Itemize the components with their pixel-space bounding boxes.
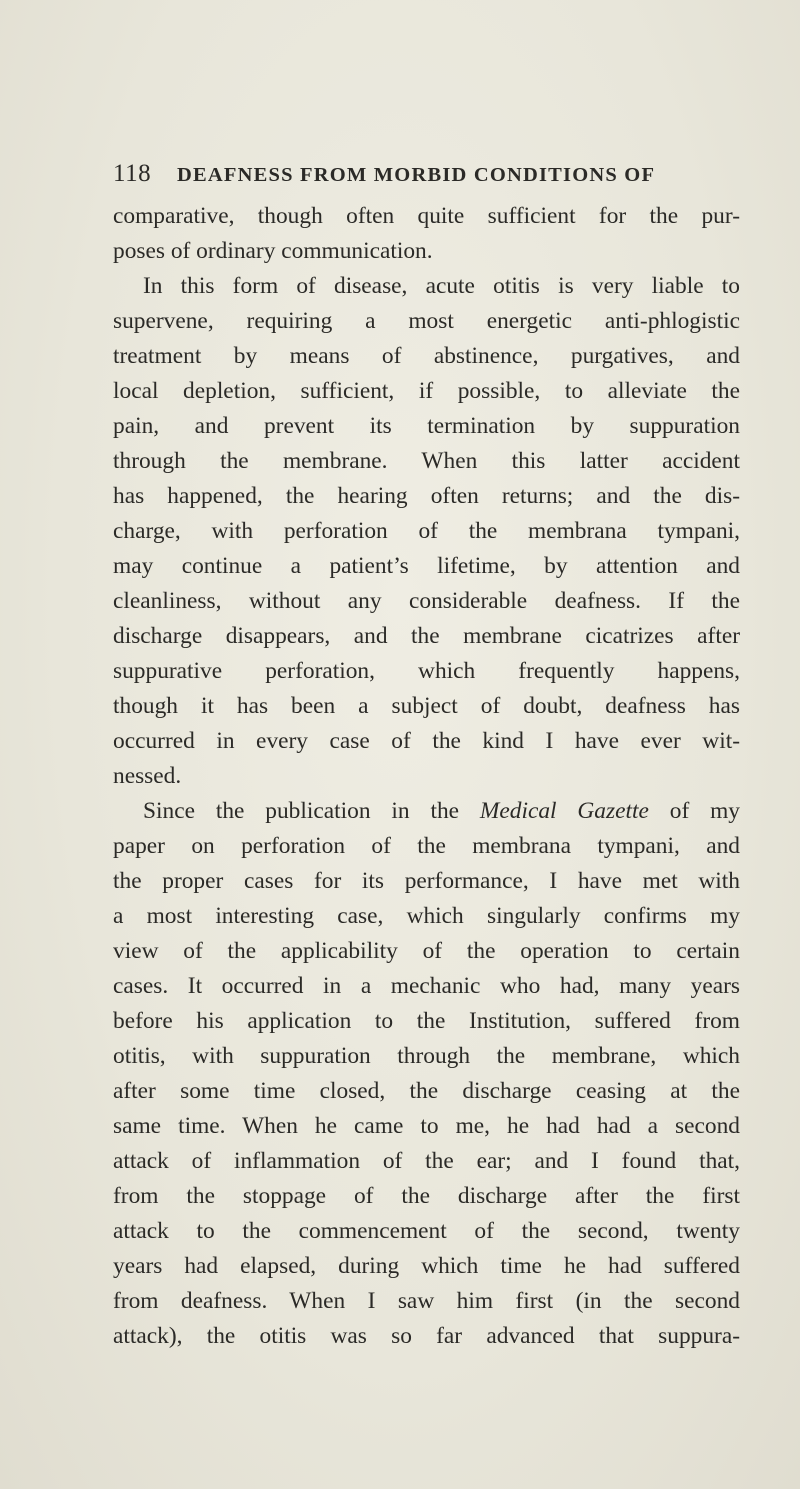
text-line: poses of ordinary communication. bbox=[113, 238, 433, 264]
text-line: pain, and prevent its termination by suppuration bbox=[113, 413, 740, 439]
text-line: cleanliness, without any considerable deafness. If the bbox=[113, 588, 740, 614]
text-line: cases. It occurred in a mechanic who had, many years bbox=[113, 973, 740, 999]
text-line: nessed. bbox=[113, 763, 182, 789]
text-line: paper on perforation of the membrana tympani, and bbox=[113, 833, 740, 859]
running-head bbox=[113, 160, 655, 188]
text-line: In this form of disease, acute otitis is very liable to bbox=[143, 273, 740, 299]
text-line: view of the applicability of the operation to certain bbox=[113, 938, 740, 964]
text-line: years had elapsed, during which time he had suffered bbox=[113, 1253, 740, 1279]
text-line: has happened, the hearing often returns; and the dis- bbox=[113, 483, 740, 509]
text-line: same time. When he came to me, he had had a second bbox=[113, 1113, 740, 1139]
page-number: 118 bbox=[113, 160, 152, 187]
text-line: may continue a patient’s lifetime, by attention and bbox=[113, 553, 740, 579]
text-run: Since the publication in the bbox=[143, 798, 480, 824]
text-line: after some time closed, the discharge ceasing at the bbox=[113, 1078, 740, 1104]
text-line: treatment by means of abstinence, purgatives, and bbox=[113, 343, 740, 369]
body-text bbox=[113, 199, 740, 1354]
text-line: otitis, with suppuration through the membrane, which bbox=[113, 1043, 740, 1069]
text-run: of my bbox=[648, 798, 740, 824]
text-line: before his application to the Institution, suffered from bbox=[113, 1008, 740, 1034]
text-line: occurred in every case of the kind I have ever wit- bbox=[113, 728, 740, 754]
text-line: from deafness. When I saw him first (in the second bbox=[113, 1288, 740, 1314]
text-line bbox=[113, 794, 740, 829]
text-line: charge, with perforation of the membrana tympani, bbox=[113, 518, 740, 544]
text-line: attack of inflammation of the ear; and I found that, bbox=[113, 1148, 740, 1174]
text-line: though it has been a subject of doubt, deafness has bbox=[113, 693, 740, 719]
text-line: through the membrane. When this latter accident bbox=[113, 448, 740, 474]
text-line: supervene, requiring a most energetic anti-phlogistic bbox=[113, 308, 740, 334]
publication-title: Medical Gazette bbox=[479, 798, 649, 824]
text-line: discharge disappears, and the membrane cicatrizes after bbox=[113, 623, 740, 649]
text-line: comparative, though often quite sufficient for the pur- bbox=[113, 203, 740, 229]
text-line: a most interesting case, which singularly confirms my bbox=[113, 903, 740, 929]
text-line: attack to the commencement of the second, twenty bbox=[113, 1218, 740, 1244]
text-line: local depletion, sufficient, if possible, to alleviate the bbox=[113, 378, 740, 404]
text-line: attack), the otitis was so far advanced that suppura- bbox=[113, 1323, 740, 1349]
text-line: the proper cases for its performance, I have met with bbox=[113, 868, 740, 894]
text-line: suppurative perforation, which frequently happens, bbox=[113, 658, 740, 684]
text-line: from the stoppage of the discharge after the first bbox=[113, 1183, 740, 1209]
running-title: DEAFNESS FROM MORBID CONDITIONS OF bbox=[177, 164, 656, 186]
